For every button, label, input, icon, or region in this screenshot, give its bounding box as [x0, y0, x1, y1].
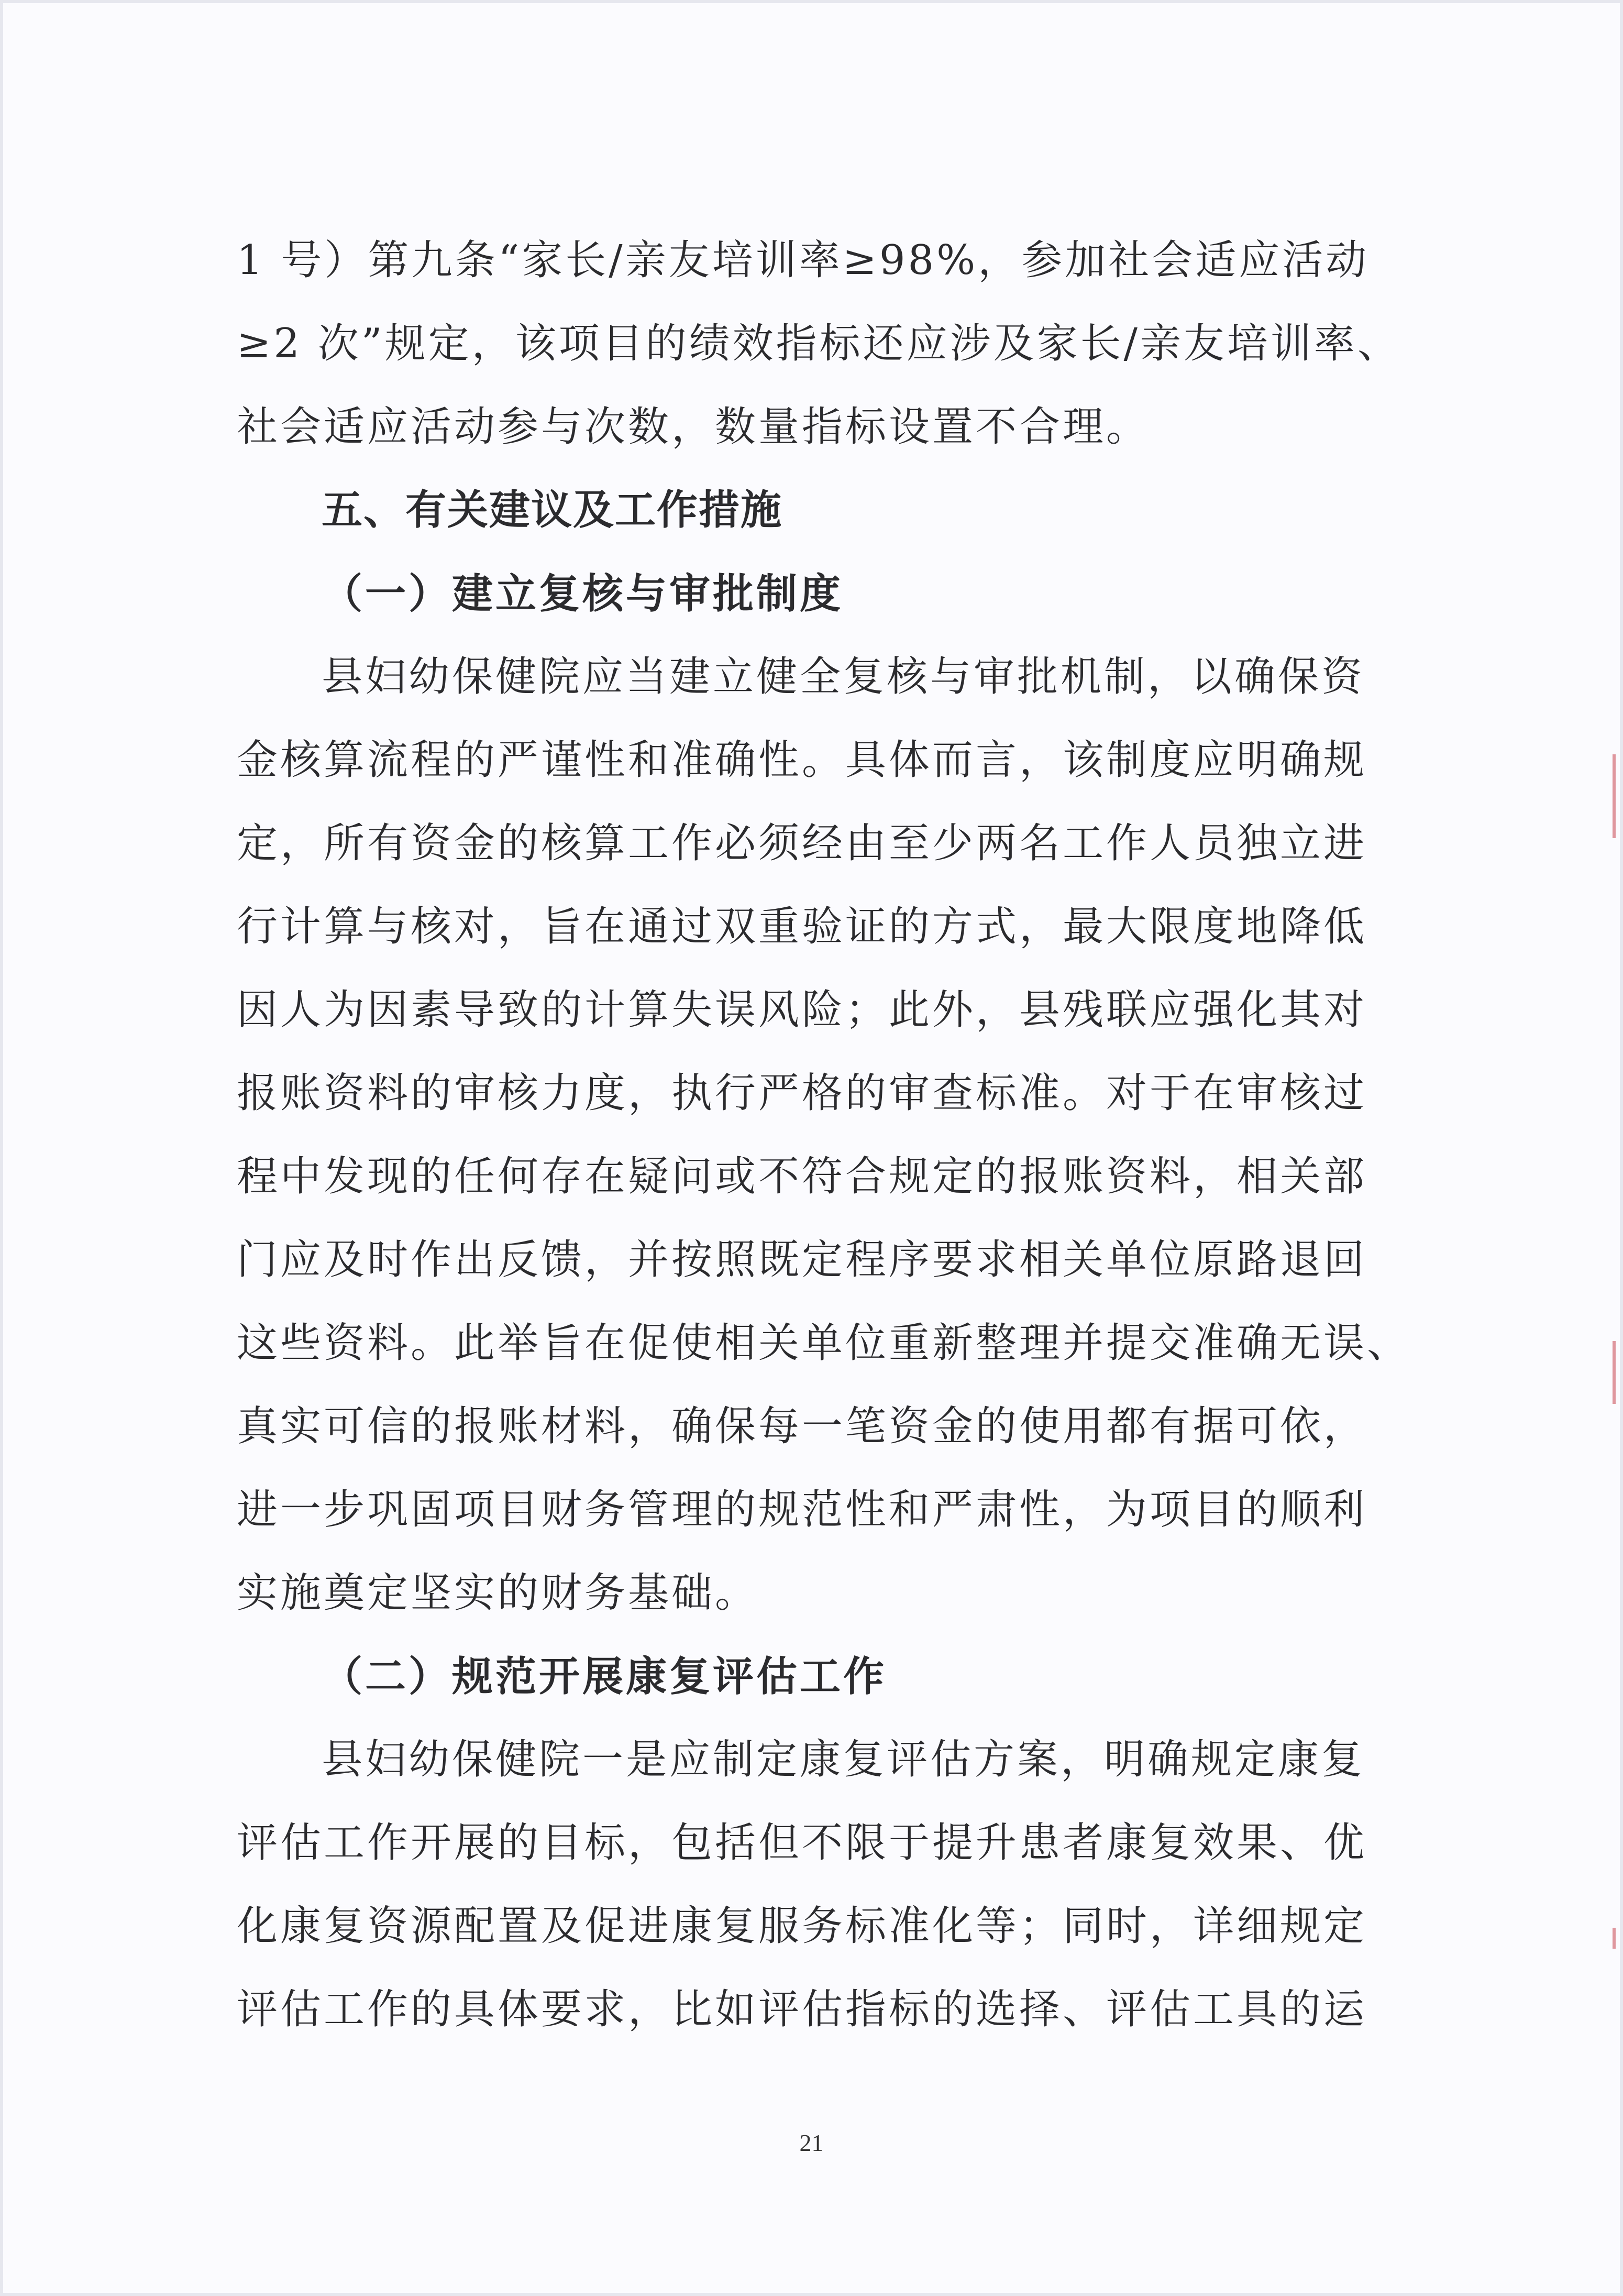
text-line: 县妇幼保健院一是应制定康复评估方案，明确规定康复: [322, 1736, 1365, 1783]
text-line: 报账资料的审核力度，执行严格的审查标准。对于在审核过: [237, 1070, 1367, 1117]
text-line: 社会适应活动参与次数，数量指标设置不合理。: [237, 403, 1150, 451]
text-line: 定，所有资金的核算工作必须经由至少两名工作人员独立进: [237, 820, 1367, 867]
text-line: 实施奠定坚实的财务基础。: [237, 1569, 759, 1617]
seal-edge-mark: [1613, 1341, 1616, 1404]
text-line: 门应及时作出反馈，并按照既定程序要求相关单位原路退回: [237, 1236, 1367, 1283]
page-number: 21: [799, 2129, 824, 2156]
text-line: 评估工作开展的目标，包括但不限于提升患者康复效果、优: [237, 1819, 1367, 1866]
seal-edge-mark: [1613, 754, 1616, 838]
text-line: 1 号）第九条“家长/亲友培训率≥98%，参加社会适应活动: [237, 237, 1370, 284]
text-line: 进一步巩固项目财务管理的规范性和严肃性，为项目的顺利: [237, 1486, 1367, 1533]
text-line: 程中发现的任何存在疑问或不符合规定的报账资料，相关部: [237, 1153, 1367, 1200]
subsection-heading: （二）规范开展康复评估工作: [322, 1653, 887, 1700]
text-line: 化康复资源配置及促进康复服务标准化等；同时，详细规定: [237, 1903, 1367, 1950]
text-line: 因人为因素导致的计算失误风险；此外，县残联应强化其对: [237, 986, 1367, 1034]
text-line: 金核算流程的严谨性和准确性。具体而言，该制度应明确规: [237, 737, 1367, 784]
body-text: [237, 219, 1411, 2051]
section-heading: 五、有关建议及工作措施: [322, 487, 783, 534]
text-line: ≥2 次”规定，该项目的绩效指标还应涉及家长/亲友培训率、: [237, 320, 1401, 367]
subsection-heading: （一）建立复核与审批制度: [322, 570, 844, 618]
text-line: 评估工作的具体要求，比如评估指标的选择、评估工具的运: [237, 1986, 1367, 2033]
text-line: 这些资料。此举旨在促使相关单位重新整理并提交准确无误、: [237, 1320, 1411, 1367]
text-line: 行计算与核对，旨在通过双重验证的方式，最大限度地降低: [237, 903, 1367, 950]
seal-edge-mark: [1613, 1928, 1616, 1949]
text-line: 真实可信的报账材料，确保每一笔资金的使用都有据可依，: [237, 1403, 1367, 1450]
text-line: 县妇幼保健院应当建立健全复核与审批机制，以确保资: [322, 653, 1365, 700]
